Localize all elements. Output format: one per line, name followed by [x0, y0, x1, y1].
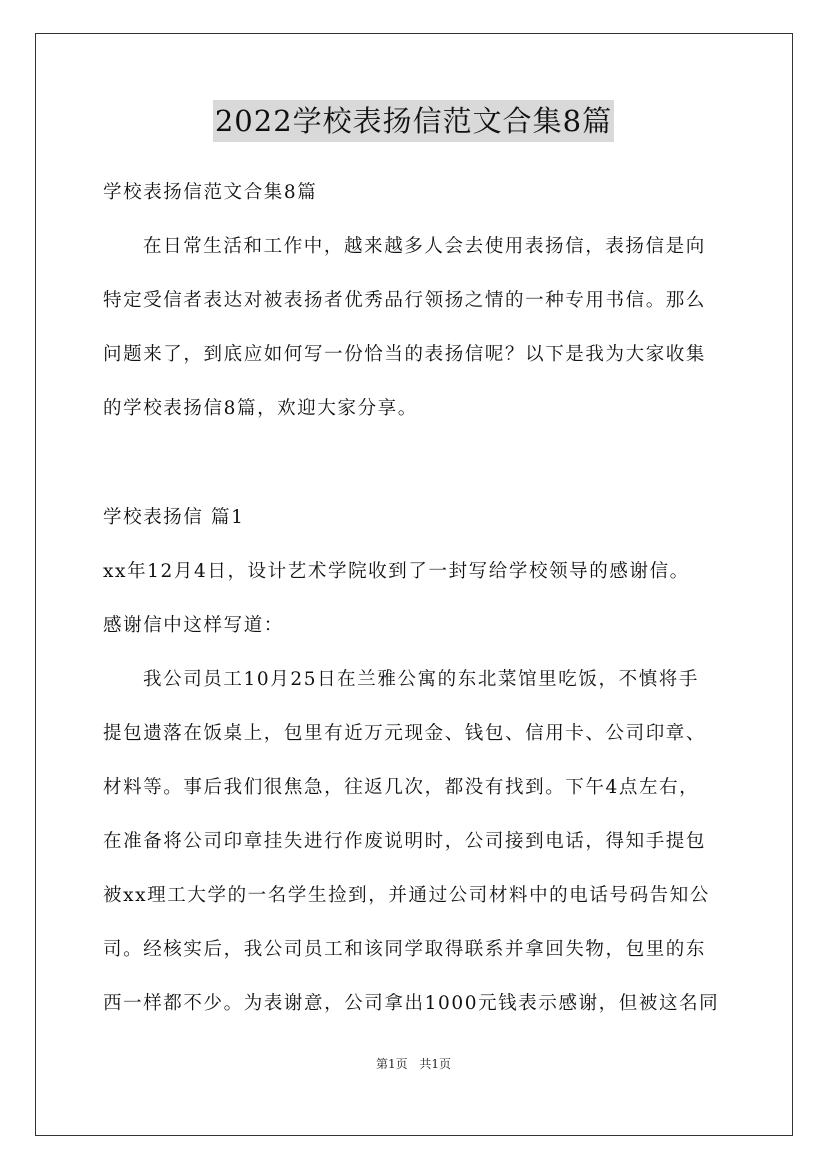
section-heading: 学校表扬信 篇1: [103, 507, 245, 528]
paragraph-line: xx年12月4日，设计艺术学院收到了一封写给学校领导的感谢信。: [103, 561, 690, 582]
paragraph-line: 司。经核实后，我公司员工和该同学取得联系并拿回失物，包里的东: [103, 939, 707, 960]
paragraph-line: 被xx理工大学的一名学生捡到，并通过公司材料中的电话号码告知公: [103, 885, 710, 906]
paragraph-line: 在日常生活和工作中，越来越多人会去使用表扬信，表扬信是向: [143, 236, 706, 257]
page-total: 共1页: [419, 1057, 452, 1071]
paragraph-line: 提包遗落在饭桌上，包里有近万元现金、钱包、信用卡、公司印章、: [103, 723, 707, 744]
paragraph-line: 我公司员工10月25日在兰雅公寓的东北菜馆里吃饭，不慎将手: [143, 669, 699, 690]
paragraph-line: 在准备将公司印章挂失进行作废说明时，公司接到电话，得知手提包: [103, 831, 707, 852]
paragraph-line: 特定受信者表达对被表扬者优秀品行领扬之情的一种专用书信。那么: [103, 290, 707, 311]
page-number: 第1页: [375, 1057, 408, 1071]
paragraph-line: 材料等。事后我们很焦急，往返几次，都没有找到。下午4点左右，: [103, 777, 700, 798]
document-title: 2022学校表扬信范文合集8篇: [213, 100, 614, 142]
paragraph-line: 西一样都不少。为表谢意，公司拿出1000元钱表示感谢，但被这名同: [103, 993, 720, 1014]
paragraph-line: 感谢信中这样写道：: [103, 615, 284, 636]
document-title-wrap: [0, 100, 827, 142]
paragraph-line: 的学校表扬信8篇，欢迎大家分享。: [103, 398, 418, 419]
document-subtitle: 学校表扬信范文合集8篇: [103, 182, 318, 203]
page-footer: [0, 1055, 827, 1072]
paragraph-line: 问题来了，到底应如何写一份恰当的表扬信呢？以下是我为大家收集: [103, 344, 707, 365]
